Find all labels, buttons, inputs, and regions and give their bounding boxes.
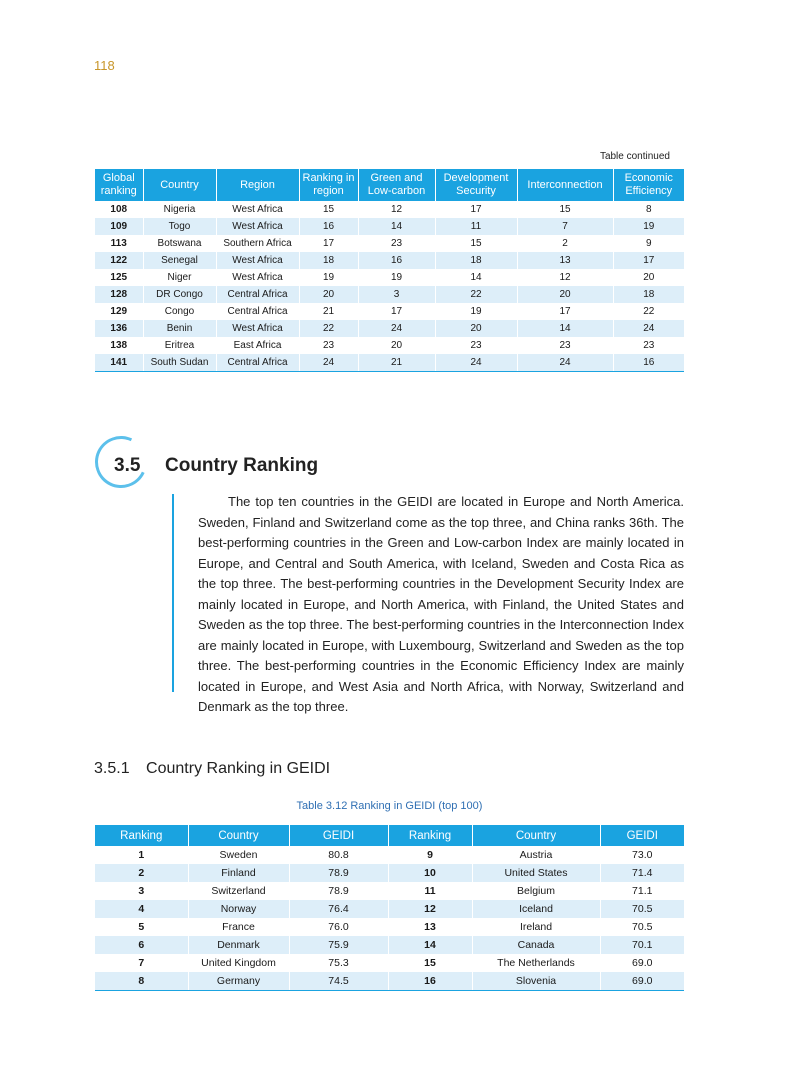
column-header: Country [472, 825, 600, 846]
page-number: 118 [94, 58, 115, 73]
table-row [95, 972, 684, 991]
table-cell: 12 [517, 269, 613, 286]
table-cell: 11 [435, 218, 517, 235]
table-cell: 108 [95, 201, 143, 218]
table-cell: 75.3 [289, 954, 388, 972]
table-cell: Benin [143, 320, 216, 337]
table-row [95, 252, 684, 269]
table-cell: 22 [643, 306, 655, 317]
table-cell: 17 [358, 303, 435, 320]
table-cell: 22 [435, 286, 517, 303]
table-cell: 24 [358, 320, 435, 337]
table-cell: 19 [435, 303, 517, 320]
table-cell: Sweden [188, 846, 289, 864]
table-cell: Ireland [472, 918, 600, 936]
table-row [95, 354, 684, 372]
table-cell: 17 [299, 235, 358, 252]
table-cell: 122 [95, 252, 143, 269]
table-cell: 70.5 [632, 921, 653, 933]
table-row [95, 864, 684, 882]
table-cell: 13 [388, 918, 472, 936]
table-cell: 8 [95, 972, 188, 991]
table-row [95, 201, 684, 218]
table-row [95, 882, 684, 900]
table-cell: 20 [435, 320, 517, 337]
table-cell: 12 [358, 201, 435, 218]
table-row [95, 918, 684, 936]
table-cell: Germany [188, 972, 289, 991]
table-cell: 7 [517, 218, 613, 235]
table-cell: 9 [645, 238, 652, 249]
regional-ranking-table [95, 169, 684, 372]
table-cell: Austria [472, 846, 600, 864]
table-cell: 23 [517, 337, 613, 354]
table-cell: West Africa [216, 320, 299, 337]
table-cell: Denmark [188, 936, 289, 954]
column-header: Green and Low-carbon [358, 169, 435, 201]
column-header: GEIDI [600, 825, 684, 846]
table-cell: 24 [517, 354, 613, 372]
table-cell: Southern Africa [216, 235, 299, 252]
table-cell: 3 [358, 286, 435, 303]
column-header: Ranking [95, 825, 188, 846]
table-cell: The Netherlands [472, 954, 600, 972]
table-cell: 78.9 [289, 882, 388, 900]
table-cell: 69.0 [600, 972, 684, 991]
table-cell: 75.9 [289, 936, 388, 954]
column-header: Interconnection [517, 169, 613, 201]
table-cell: 76.0 [289, 918, 388, 936]
table-cell: 23 [358, 235, 435, 252]
column-header: GEIDI [289, 825, 388, 846]
table-cell: Congo [143, 303, 216, 320]
paragraph-accent-bar [172, 494, 174, 692]
table-cell: 7 [95, 954, 188, 972]
table-cell: 10 [388, 864, 472, 882]
table-cell: Central Africa [216, 286, 299, 303]
table-continued-note: Table continued [599, 151, 670, 162]
table-cell: 128 [95, 286, 143, 303]
table-cell: 24 [613, 320, 684, 337]
table-cell: 76.4 [289, 900, 388, 918]
table-cell: 71.1 [632, 885, 653, 897]
geidi-ranking-table [95, 825, 684, 991]
table-caption: Table 3.12 Ranking in GEIDI (top 100) [296, 800, 483, 812]
table-row [95, 286, 684, 303]
table-cell: 80.8 [289, 846, 388, 864]
table-cell: Central Africa [216, 303, 299, 320]
table-cell: Senegal [143, 252, 216, 269]
column-header: Economic Efficiency [613, 169, 684, 201]
table-cell: Eritrea [143, 337, 216, 354]
table-cell: West Africa [216, 218, 299, 235]
table-cell: South Sudan [143, 354, 216, 372]
table-cell: 19 [299, 269, 358, 286]
table-cell: West Africa [216, 201, 299, 218]
table-cell: 138 [95, 337, 143, 354]
table-cell: Central Africa [216, 354, 299, 372]
table-row [95, 269, 684, 286]
table-cell: 17 [435, 201, 517, 218]
table-cell: Iceland [472, 900, 600, 918]
subsection-heading [94, 760, 330, 778]
table-cell: Switzerland [188, 882, 289, 900]
table-cell: 113 [95, 235, 143, 252]
table-cell: 6 [95, 936, 188, 954]
table-cell: 73.0 [632, 849, 653, 861]
table-cell: 3 [95, 882, 188, 900]
column-header: Region [216, 169, 299, 201]
table-cell: 23 [643, 340, 655, 351]
table-cell: 16 [613, 354, 684, 372]
table-cell: 18 [299, 252, 358, 269]
column-header: Ranking in region [299, 169, 358, 201]
table-cell: 4 [95, 900, 188, 918]
table-cell: Togo [143, 218, 216, 235]
table-cell: Slovenia [472, 972, 600, 991]
table-row [95, 936, 684, 954]
column-header: Country [188, 825, 289, 846]
table-cell: 21 [358, 354, 435, 372]
table-cell: 20 [643, 272, 655, 283]
table-cell: 15 [435, 235, 517, 252]
table-cell: 18 [613, 286, 684, 303]
table-cell: 125 [95, 269, 143, 286]
table-cell: Niger [143, 269, 216, 286]
table-cell: Norway [188, 900, 289, 918]
table-cell: 24 [435, 354, 517, 372]
table-cell: 20 [517, 286, 613, 303]
table-row [95, 846, 684, 864]
section-number: 3.5 [114, 455, 141, 476]
table-cell: 13 [517, 252, 613, 269]
table-row [95, 303, 684, 320]
table-cell: 16 [388, 972, 472, 991]
table-cell: 23 [435, 337, 517, 354]
table-cell: United States [472, 864, 600, 882]
table-cell: 22 [299, 320, 358, 337]
table-cell: 2 [517, 235, 613, 252]
table-cell: 21 [299, 303, 358, 320]
table-cell: 15 [299, 201, 358, 218]
table-cell: 9 [388, 846, 472, 864]
column-header: Development Security [435, 169, 517, 201]
table-row [95, 320, 684, 337]
table-row [95, 218, 684, 235]
table-cell: DR Congo [143, 286, 216, 303]
table-cell: 70.1 [600, 936, 684, 954]
table-cell: 5 [95, 918, 188, 936]
table-cell: 18 [435, 252, 517, 269]
table-cell: 141 [95, 354, 143, 372]
table-cell: 109 [95, 218, 143, 235]
section-paragraph: The top ten countries in the GEIDI are located in Europe and North America. Sweden, Finland and Switzerland come as the top three, and China ranks 36th. The best-performing countries in the Green and Low-carbon Index are mainly located in Europe, and Central and South America, with Iceland, Sweden and Costa Rica as the top three. The best-performing countries in the Development Security Index are mainly located in Europe, and North America, with Finland, the United States and Sweden as the top three. The best-performing countries in the Interconnection Index are mainly located in Europe, with Luxembourg, Switzerland and Sweden as the top three. The best-performing countries in the Economic Efficiency Index are mainly located in Europe, and West Asia and North Africa, with Norway, Switzerland and Denmark as the top three. [198, 494, 684, 714]
table-cell: Botswana [143, 235, 216, 252]
table-cell: West Africa [216, 269, 299, 286]
table-cell: 11 [388, 882, 472, 900]
table-cell: 136 [95, 320, 143, 337]
section-title: Country Ranking [165, 455, 319, 476]
table-row [95, 337, 684, 354]
table-cell: 24 [299, 354, 358, 372]
table-cell: 74.5 [289, 972, 388, 991]
table-cell: 14 [358, 218, 435, 235]
table-cell: 19 [358, 269, 435, 286]
table-cell: 71.4 [600, 864, 684, 882]
table-cell: 15 [388, 954, 472, 972]
table-row [95, 954, 684, 972]
table-row [95, 900, 684, 918]
table-cell: East Africa [216, 337, 299, 354]
table-cell: 19 [613, 218, 684, 235]
table-cell: 78.9 [289, 864, 388, 882]
table-cell: France [188, 918, 289, 936]
table-cell: United Kingdom [188, 954, 289, 972]
table-cell: Canada [472, 936, 600, 954]
column-header: Ranking [388, 825, 472, 846]
table-cell: Finland [188, 864, 289, 882]
table-cell: 8 [645, 204, 652, 215]
table-cell: 69.0 [632, 957, 653, 969]
table-cell: 20 [299, 286, 358, 303]
subsection-title: Country Ranking in GEIDI [146, 760, 331, 777]
table-header-row [95, 169, 684, 201]
table-cell: 17 [517, 303, 613, 320]
table-cell: 1 [95, 846, 188, 864]
column-header: Country [143, 169, 216, 201]
subsection-number: 3.5.1 [94, 760, 130, 777]
table-cell: Nigeria [143, 201, 216, 218]
table-cell: 2 [95, 864, 188, 882]
table-cell: 23 [299, 337, 358, 354]
table-cell: 12 [388, 900, 472, 918]
table-cell: 15 [517, 201, 613, 218]
table-cell: 16 [358, 252, 435, 269]
table-cell: 14 [517, 320, 613, 337]
table-cell: 14 [435, 269, 517, 286]
table-cell: 14 [388, 936, 472, 954]
table-cell: 70.5 [600, 900, 684, 918]
table-cell: West Africa [216, 252, 299, 269]
table-cell: 17 [613, 252, 684, 269]
table-cell: 129 [95, 303, 143, 320]
column-header: Global ranking [95, 169, 143, 201]
table-row [95, 235, 684, 252]
table-cell: 20 [358, 337, 435, 354]
table-cell: 16 [299, 218, 358, 235]
table-header-row [95, 825, 684, 846]
table-cell: Belgium [472, 882, 600, 900]
